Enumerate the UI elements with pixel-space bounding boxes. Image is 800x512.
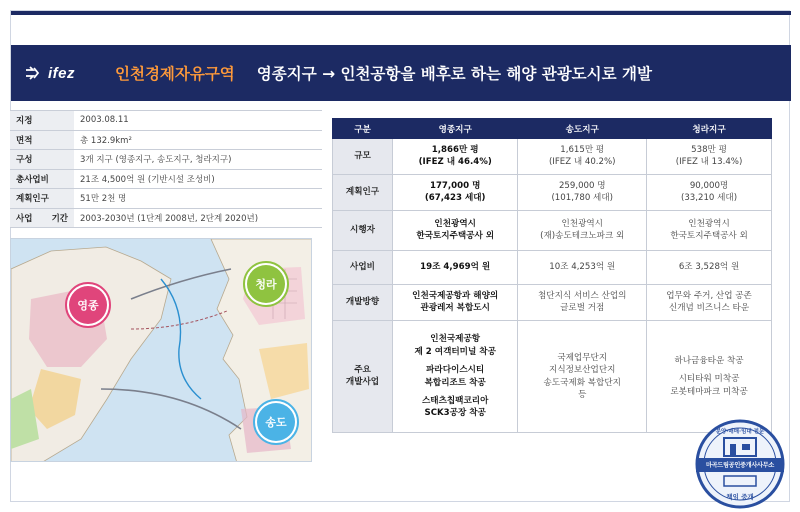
info-key: 총사업비: [10, 169, 74, 189]
header-cell-songdo: 송도지구: [518, 119, 647, 139]
table-row: [333, 139, 772, 175]
cell-yeongjong: [393, 251, 518, 285]
info-key: 사업 기간: [10, 208, 74, 228]
info-key: 면적: [10, 130, 74, 150]
cell-line: 한국토지주택공사 외: [670, 230, 748, 241]
cell-line: 6조 3,528억 원: [678, 261, 740, 272]
row-label: [333, 139, 393, 175]
agency-stamp: [694, 418, 786, 510]
cell-line: 시티타워 미착공: [678, 374, 740, 385]
info-row: [10, 189, 322, 209]
header-banner: [11, 45, 791, 101]
table-header-row: [333, 119, 772, 139]
cell-line: 1,615만 평: [560, 144, 605, 155]
cell-line: 로봇테마파크 미착공: [670, 386, 748, 397]
cell-yeongjong: [393, 175, 518, 211]
info-key: 계획인구: [10, 189, 74, 209]
cell-songdo: [518, 251, 647, 285]
cell-songdo: [518, 211, 647, 251]
info-key: 구성: [10, 150, 74, 170]
ifez-wave-icon: [25, 66, 45, 80]
cell-line: 538만 평: [691, 144, 727, 155]
cell-line: 259,000 명: [558, 180, 606, 191]
cell-line: (67,423 세대): [424, 192, 486, 203]
ifez-logo: [25, 65, 105, 82]
row-label: [333, 285, 393, 321]
cell-line: (101,780 세대): [551, 192, 614, 203]
info-value: 51만 2천 명: [74, 189, 322, 209]
row-label: [333, 175, 393, 211]
row-label-line: 개발방향: [345, 296, 380, 307]
row-label-line: 규모: [354, 150, 371, 161]
header-cell-cheongna: 청라지구: [647, 119, 772, 139]
cell-line: 파라다이스시티: [426, 365, 485, 376]
info-row: [10, 169, 322, 189]
cell-yeongjong: [393, 285, 518, 321]
yeongjong-badge: [65, 282, 111, 328]
cell-songdo: [518, 321, 647, 433]
cell-line: 글로벌 거점: [560, 302, 605, 313]
comparison-table: [332, 118, 772, 433]
cell-line: 업무와 주거, 산업 공존: [666, 290, 752, 301]
info-key: 지정: [10, 111, 74, 131]
yeongjong-label: 영종: [69, 286, 107, 324]
stamp-top-text: 분양·매매·임대 전문: [715, 429, 765, 435]
cell-line: 인천광역시: [561, 218, 603, 229]
cell-line: 신개념 비즈니스 타운: [668, 302, 750, 313]
cell-songdo: [518, 139, 647, 175]
row-label: [333, 321, 393, 433]
table-row: [333, 285, 772, 321]
cell-line: 1,866만 평: [431, 144, 479, 155]
cell-line: 인천국제공항: [430, 334, 481, 345]
row-label: [333, 251, 393, 285]
cell-line: 관광레저 복합도시: [420, 302, 490, 313]
cell-line: 스태츠칩팩코리아: [421, 395, 489, 406]
stamp-bottom-text: 책임 중개: [726, 493, 754, 501]
cell-line: 90,000명: [689, 180, 729, 191]
cell-cheongna: [647, 211, 772, 251]
cell-line: 10조 4,253억 원: [549, 261, 616, 272]
cell-yeongjong: [393, 139, 518, 175]
cell-line: 인천광역시: [688, 218, 730, 229]
cell-line: 지식정보산업단지: [549, 365, 616, 376]
cell-line: (33,210 세대): [680, 192, 738, 203]
info-table: [10, 110, 322, 228]
area-map: [10, 238, 312, 462]
cell-line: 제 2 여객터미널 착공: [414, 346, 496, 357]
page-subtitle: 영종지구 → 인천공항을 배후로 하는 해양 관광도시로 개발: [256, 65, 652, 83]
cell-line: 인천광역시: [434, 218, 476, 229]
cell-line: 복합리조트 착공: [424, 377, 486, 388]
cheongna-label: 청라: [247, 265, 285, 303]
info-value: 총 132.9km²: [74, 130, 322, 150]
cell-line: (IFEZ 내 13.4%): [675, 156, 743, 167]
row-label-line: 시행자: [350, 224, 375, 235]
row-label-line: 계획인구: [345, 186, 380, 197]
cell-line: 하나금융타운 착공: [674, 355, 744, 366]
cell-yeongjong: [393, 211, 518, 251]
logo-text: ifez: [48, 64, 76, 82]
page-title: 인천경제자유구역: [115, 65, 235, 83]
cell-line: 송도국제화 복합단지: [543, 377, 621, 388]
cell-cheongna: [647, 285, 772, 321]
header-cell-yeongjong: 영종지구: [393, 119, 518, 139]
top-accent-bar: [11, 11, 791, 15]
cheongna-badge: [243, 261, 289, 307]
songdo-badge: [253, 399, 299, 445]
info-value: 2003-2030년 (1단계 2008년, 2단계 2020년): [74, 208, 322, 228]
cell-songdo: [518, 175, 647, 211]
cell-cheongna: [647, 321, 772, 433]
cell-line: SCK3공장 착공: [424, 408, 486, 419]
cell-line: 첨단지식 서비스 산업의: [537, 290, 627, 301]
stamp-name: 마곡드림공인중개사사무소: [705, 462, 775, 469]
cell-cheongna: [647, 139, 772, 175]
table-row: [333, 211, 772, 251]
header-cell-category: 구분: [333, 119, 393, 139]
row-label-line: 사업비: [350, 261, 375, 272]
cell-line: (IFEZ 내 40.2%): [548, 156, 616, 167]
cell-cheongna: [647, 175, 772, 211]
cell-line: 등: [578, 389, 587, 400]
info-row: [10, 130, 322, 150]
row-label-line: 주요: [354, 364, 371, 375]
table-row: [333, 321, 772, 433]
table-row: [333, 251, 772, 285]
info-value: 3개 지구 (영종지구, 송도지구, 청라지구): [74, 150, 322, 170]
row-label-line: 개발사업: [345, 376, 380, 387]
cell-line: (IFEZ 내 46.4%): [418, 156, 492, 167]
cell-line: 한국토지주택공사 외: [416, 230, 495, 241]
cell-line: 19조 4,969억 원: [420, 261, 491, 272]
info-row: [10, 208, 322, 228]
info-value: 2003.08.11: [74, 111, 322, 131]
info-row: [10, 111, 322, 131]
info-row: [10, 150, 322, 170]
cell-cheongna: [647, 251, 772, 285]
cell-line: 177,000 명: [429, 180, 481, 191]
cell-line: 인천국제공항과 해양의: [412, 290, 499, 301]
cell-yeongjong: [393, 321, 518, 433]
cell-line: 국제업무단지: [557, 352, 608, 363]
row-label: [333, 211, 393, 251]
cell-songdo: [518, 285, 647, 321]
info-value: 21조 4,500억 원 (기반시설 조성비): [74, 169, 322, 189]
table-row: [333, 175, 772, 211]
songdo-label: 송도: [257, 403, 295, 441]
cell-line: (재)송도테크노파크 외: [540, 230, 625, 241]
